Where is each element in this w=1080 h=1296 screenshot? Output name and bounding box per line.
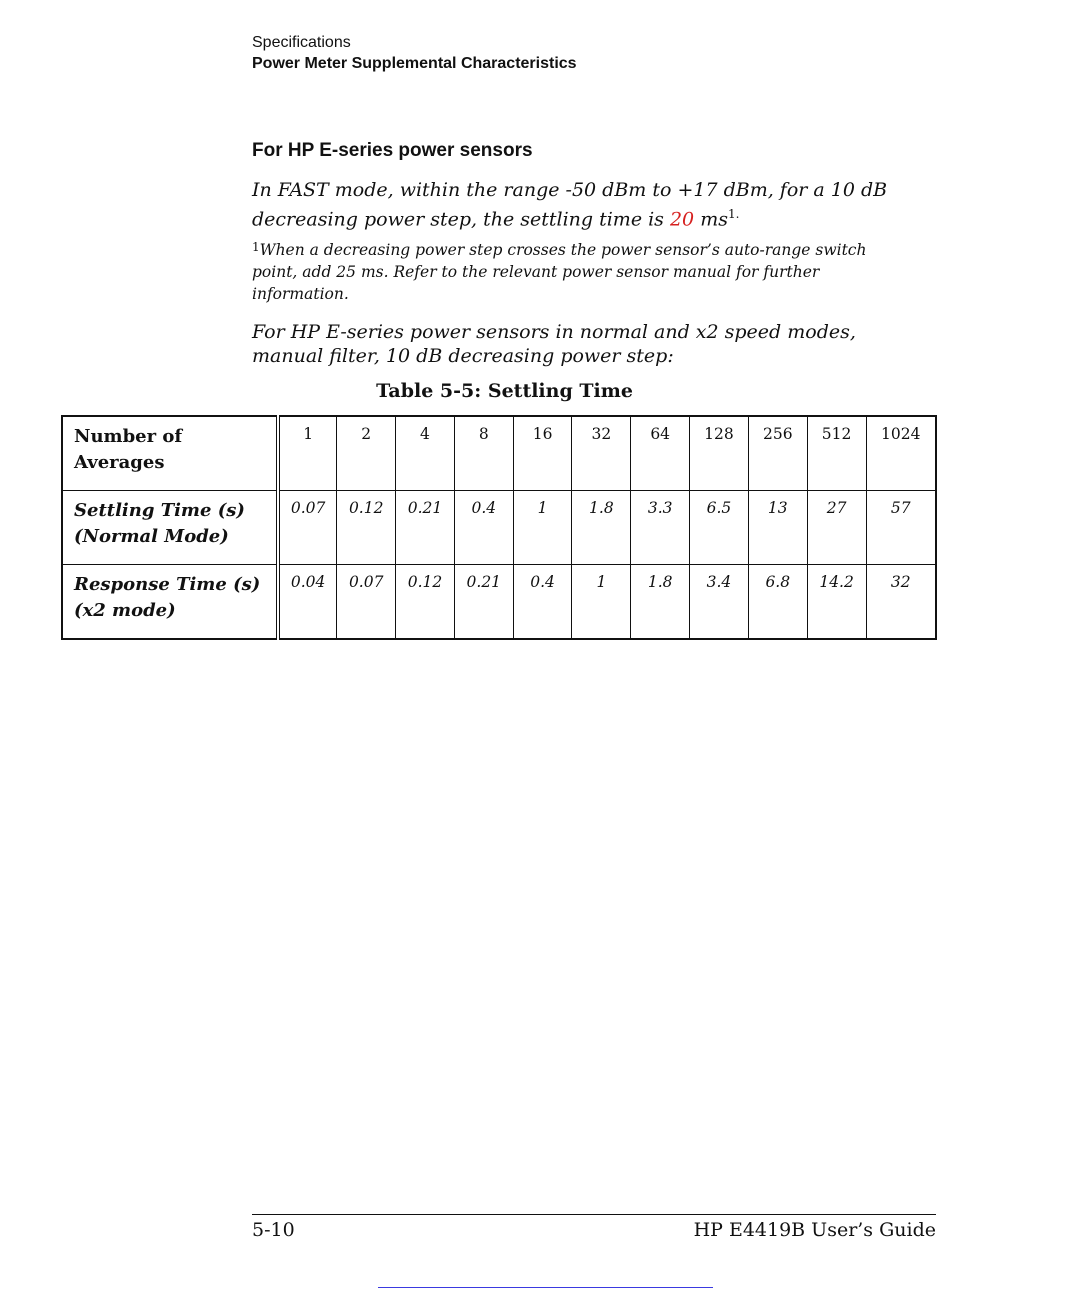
table-cell: 0.07 — [278, 491, 337, 565]
row-header-line: Averages — [74, 452, 165, 473]
row-header-line: (x2 mode) — [74, 600, 176, 621]
settling-time-value: 20 — [669, 208, 695, 231]
fast-mode-paragraph — [252, 178, 912, 231]
table-cell: 256 — [748, 416, 807, 491]
running-head — [252, 32, 577, 74]
page-number: 5-10 — [252, 1219, 295, 1241]
table-cell: 1 — [513, 491, 572, 565]
table-cell: 16 — [513, 416, 572, 491]
table-cell: 1.8 — [572, 491, 631, 565]
table-cell: 2 — [337, 416, 396, 491]
fast-mode-text: In FAST mode, within the range -50 dBm to +17 dBm, for a 10 dB decreasing power step, the settling time is — [252, 179, 888, 231]
table-cell: 57 — [866, 491, 936, 565]
table-cell: 0.21 — [396, 491, 455, 565]
footnote — [252, 236, 912, 305]
link-underline[interactable] — [378, 1287, 713, 1288]
table-cell: 0.07 — [337, 565, 396, 640]
table-cell: 512 — [807, 416, 866, 491]
table-cell: 0.12 — [337, 491, 396, 565]
table-cell: 0.12 — [396, 565, 455, 640]
row-header-line: Number of — [74, 426, 183, 447]
table-cell: 8 — [454, 416, 513, 491]
table-cell: 0.04 — [278, 565, 337, 640]
table-cell: 0.4 — [513, 565, 572, 640]
row-header-line: Response Time (s) — [74, 574, 261, 595]
row-header-line: (Normal Mode) — [74, 526, 229, 547]
row-header-line: Settling Time (s) — [74, 500, 245, 521]
row-settling-time — [62, 491, 936, 565]
table-cell: 1 — [278, 416, 337, 491]
table-cell: 6.5 — [690, 491, 749, 565]
table-cell: 1 — [572, 565, 631, 640]
row-number-of-averages — [62, 416, 936, 491]
table-cell: 1.8 — [631, 565, 690, 640]
table-cell: 4 — [396, 416, 455, 491]
settling-time-unit: ms — [694, 208, 728, 231]
chapter-title: Specifications — [252, 34, 351, 51]
row-header — [62, 565, 278, 640]
footnote-marker: 1 — [252, 240, 260, 254]
table-caption: Table 5-5: Settling Time — [376, 380, 633, 402]
table-cell: 128 — [690, 416, 749, 491]
table-cell: 3.4 — [690, 565, 749, 640]
row-header — [62, 491, 278, 565]
normal-mode-paragraph: For HP E-series power sensors in normal and x2 speed modes, manual filter, 10 dB decreasing power step: — [252, 321, 856, 367]
settling-time-table — [61, 415, 937, 640]
table-cell: 32 — [866, 565, 936, 640]
footnote-reference: 1. — [727, 207, 740, 221]
table-cell: 1024 — [866, 416, 936, 491]
table-cell: 6.8 — [748, 565, 807, 640]
row-header — [62, 416, 278, 491]
table-cell: 14.2 — [807, 565, 866, 640]
table-cell: 13 — [748, 491, 807, 565]
footer-rule — [252, 1214, 936, 1215]
guide-title: HP E4419B User’s Guide — [693, 1219, 936, 1241]
section-title: Power Meter Supplemental Characteristics — [252, 55, 577, 72]
table-cell: 0.21 — [454, 565, 513, 640]
subsection-heading: For HP E-series power sensors — [252, 140, 533, 161]
table-cell: 0.4 — [454, 491, 513, 565]
table-cell: 32 — [572, 416, 631, 491]
footnote-text: When a decreasing power step crosses the power sensor’s auto-range switch point, add 25 ms. Refer to the relevant power sensor manual for further information. — [252, 241, 867, 303]
row-response-time — [62, 565, 936, 640]
table-cell: 64 — [631, 416, 690, 491]
table-cell: 3.3 — [631, 491, 690, 565]
table-cell: 27 — [807, 491, 866, 565]
